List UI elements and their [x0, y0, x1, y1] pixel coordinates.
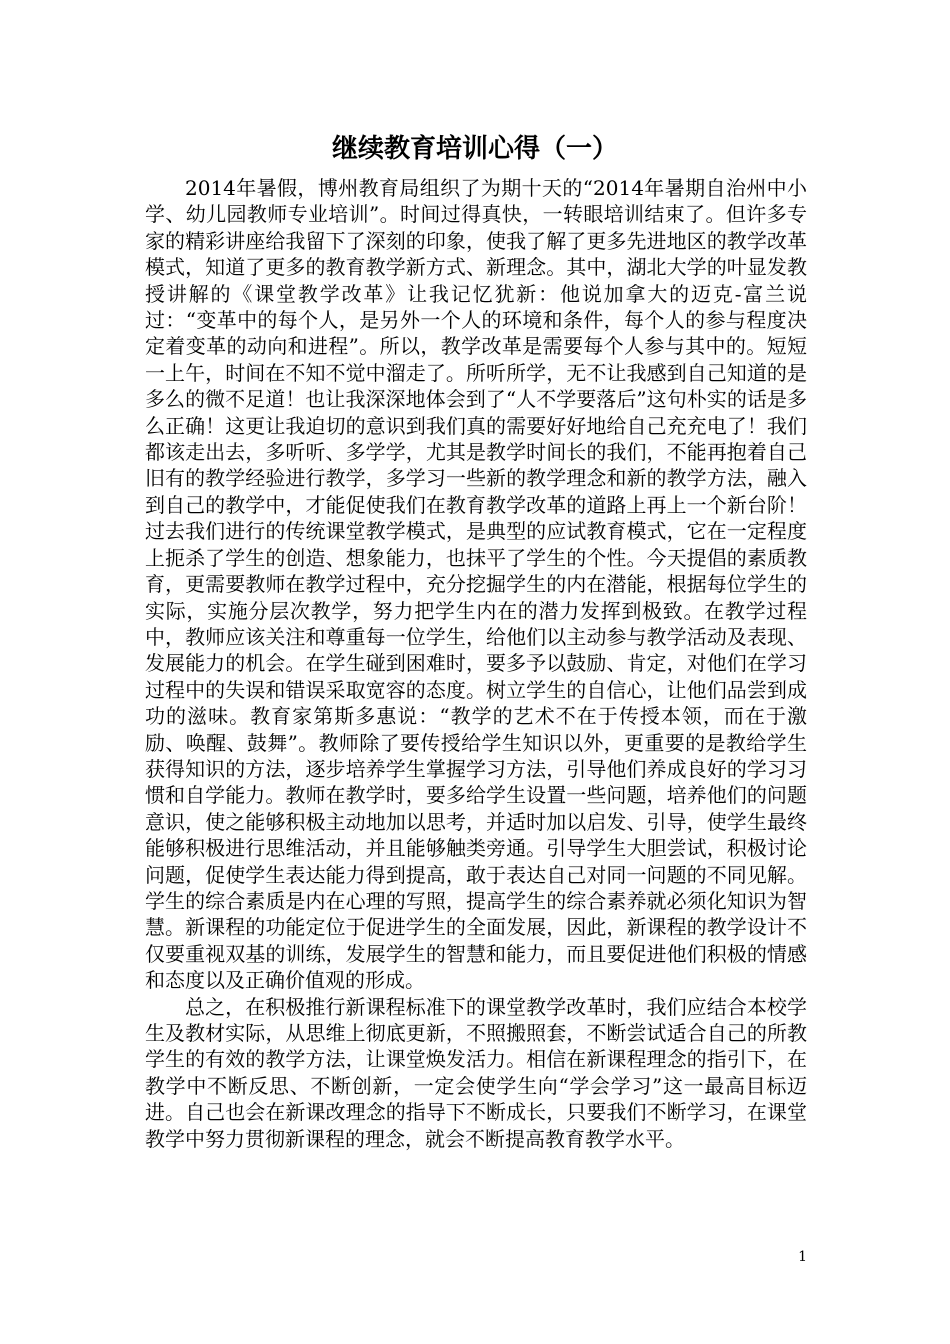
- document-title: 继续教育培训心得（一）: [331, 134, 618, 164]
- page-number: 1: [798, 1249, 807, 1265]
- document-body: [145, 175, 807, 1152]
- paragraph-2: 总之，在积极推行新课程标准下的课堂教学改革时，我们应结合本校学生及教材实际，从思维上彻底更新，不照搬照套，不断尝试适合自己的所教学生的有效的教学方法，让课堂焕发活力。相信在新课程理念的指引下，在教学中不断反思、不断创新，一定会使学生向“学会学习”这一最高目标迈进。自己也会在新课改理念的指导下不断成长，只要我们不断学习，在课堂教学中努力贯彻新课程的理念，就会不断提高教育教学水平。: [145, 994, 807, 1151]
- paragraph-1: 2014年暑假，博州教育局组织了为期十天的“2014年暑期自治州中小学、幼儿园教师专业培训”。时间过得真快，一转眼培训结束了。但许多专家的精彩讲座给我留下了深刻的印象，使我了解了更多先进地区的教学改革模式，知道了更多的教育教学新方式、新理念。其中，湖北大学的叶显发教授讲解的《课堂教学改革》让我记忆犹新：他说加拿大的迈克-富兰说过：“变革中的每个人，是另外一个人的环境和条件，每个人的参与程度决定着变革的动向和进程”。所以，教学改革是需要每个人参与其中的。短短一上午，时间在不知不觉中溜走了。所听所学，无不让我感到自己知道的是多么的微不足道！也让我深深地体会到了“人不学要落后”这句朴实的话是多么正确！这更让我迫切的意识到我们真的需要好好地给自己充充电了！我们都该走出去，多听听、多学学，尤其是教学时间长的我们，不能再抱着自己旧有的教学经验进行教学，多学习一些新的教学理念和新的教学方法，融入到自己的教学中，才能促使我们在教育教学改革的道路上再上一个新台阶！过去我们进行的传统课堂教学模式，是典型的应试教育模式，它在一定程度上扼杀了学生的创造、想象能力，也抹平了学生的个性。今天提倡的素质教育，更需要教师在教学过程中，充分挖掘学生的内在潜能，根据每位学生的实际，实施分层次教学，努力把学生内在的潜力发挥到极致。在教学过程中，教师应该关注和尊重每一位学生，给他们以主动参与教学活动及表现、发展能力的机会。在学生碰到困难时，要多予以鼓励、肯定，对他们在学习过程中的失误和错误采取宽容的态度。树立学生的自信心，让他们品尝到成功的滋味。教育家第斯多惠说：“教学的艺术不在于传授本领，而在于激励、唤醒、鼓舞”。教师除了要传授给学生知识以外，更重要的是教给学生获得知识的方法，逐步培养学生掌握学习方法，引导他们养成良好的学习习惯和自学能力。教师在教学时，要多给学生设置一些问题，培养他们的问题意识，使之能够积极主动地加以思考，并适时加以启发、引导，使学生最终能够积极进行思维活动，并且能够触类旁通。引导学生大胆尝试，积极讨论问题，促使学生表达能力得到提高，敢于表达自己对同一问题的不同见解。学生的综合素质是内在心理的写照，提高学生的综合素养就必须化知识为智慧。新课程的功能定位于促进学生的全面发展，因此，新课程的教学设计不仅要重视双基的训练，发展学生的智慧和能力，而且要促进他们积极的情感和态度以及正确价值观的形成。: [145, 176, 807, 993]
